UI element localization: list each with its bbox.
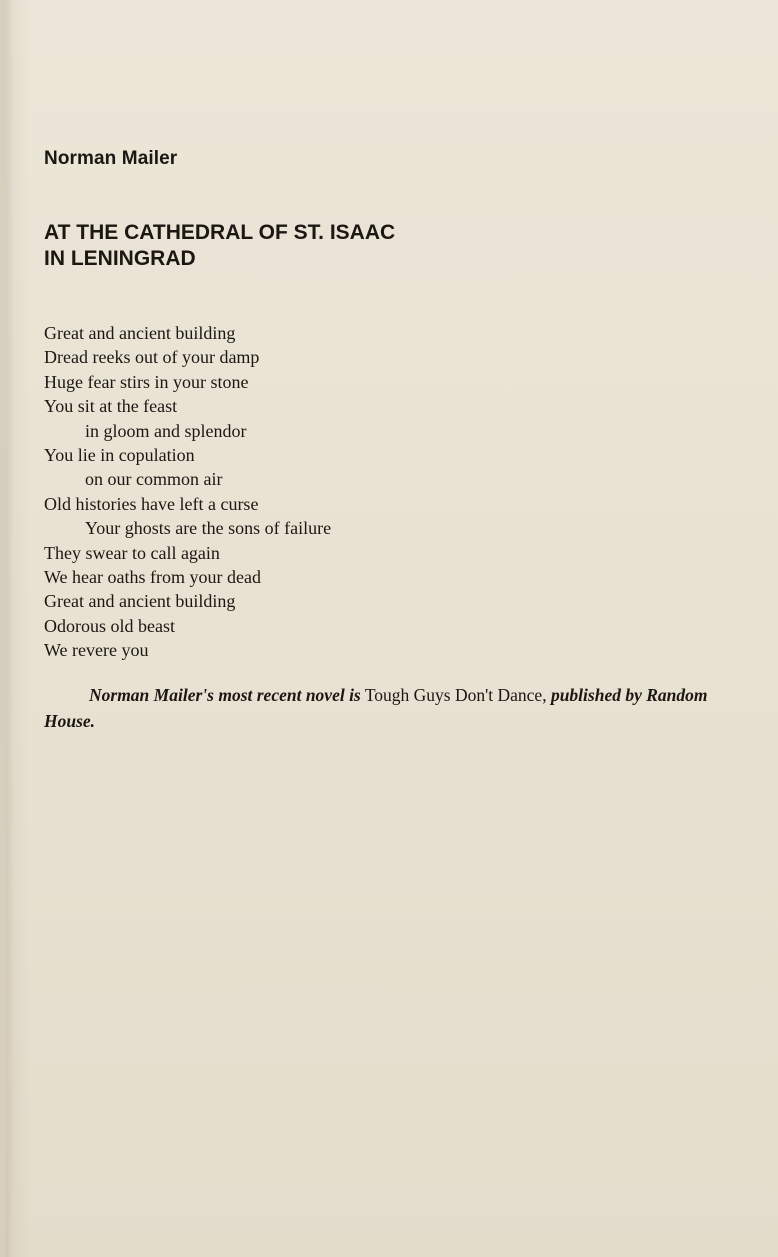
page-gutter-shadow	[0, 0, 6, 1257]
author-note-lead: Norman Mailer's most recent novel is	[89, 685, 361, 705]
poem-line: Dread reeks out of your damp	[44, 347, 260, 368]
poem-line: Huge fear stirs in your stone	[44, 371, 249, 392]
poem-line-indented: on our common air	[85, 469, 223, 490]
poem-title-line-2: IN LENINGRAD	[44, 247, 196, 270]
poem-line-indented: Your ghosts are the sons of failure	[85, 518, 332, 539]
poem-title	[44, 220, 604, 272]
poem-line: You sit at the feast	[44, 396, 178, 417]
poem-line: Great and ancient building	[44, 323, 236, 343]
author-name: Norman Mailer	[44, 148, 178, 169]
author-note-book-title: Tough Guys Don't Dance,	[364, 685, 547, 705]
author-note	[44, 682, 734, 734]
poem-title-line-1: AT THE CATHEDRAL OF ST. ISAAC	[44, 221, 396, 244]
poem-line: Old histories have left a curse	[44, 493, 259, 514]
poem-line: You lie in copulation	[44, 445, 195, 466]
poem-line: Odorous old beast	[44, 615, 175, 636]
poem-line: Great and ancient building	[44, 591, 236, 612]
author-note-publisher: published by Random House.	[44, 685, 708, 731]
poem-body	[44, 321, 644, 663]
poem-line: We revere you	[44, 640, 149, 661]
poem-line-indented: in gloom and splendor	[85, 420, 247, 441]
poem-line: We hear oaths from your dead	[44, 567, 261, 588]
poem-line: They swear to call again	[44, 542, 220, 563]
